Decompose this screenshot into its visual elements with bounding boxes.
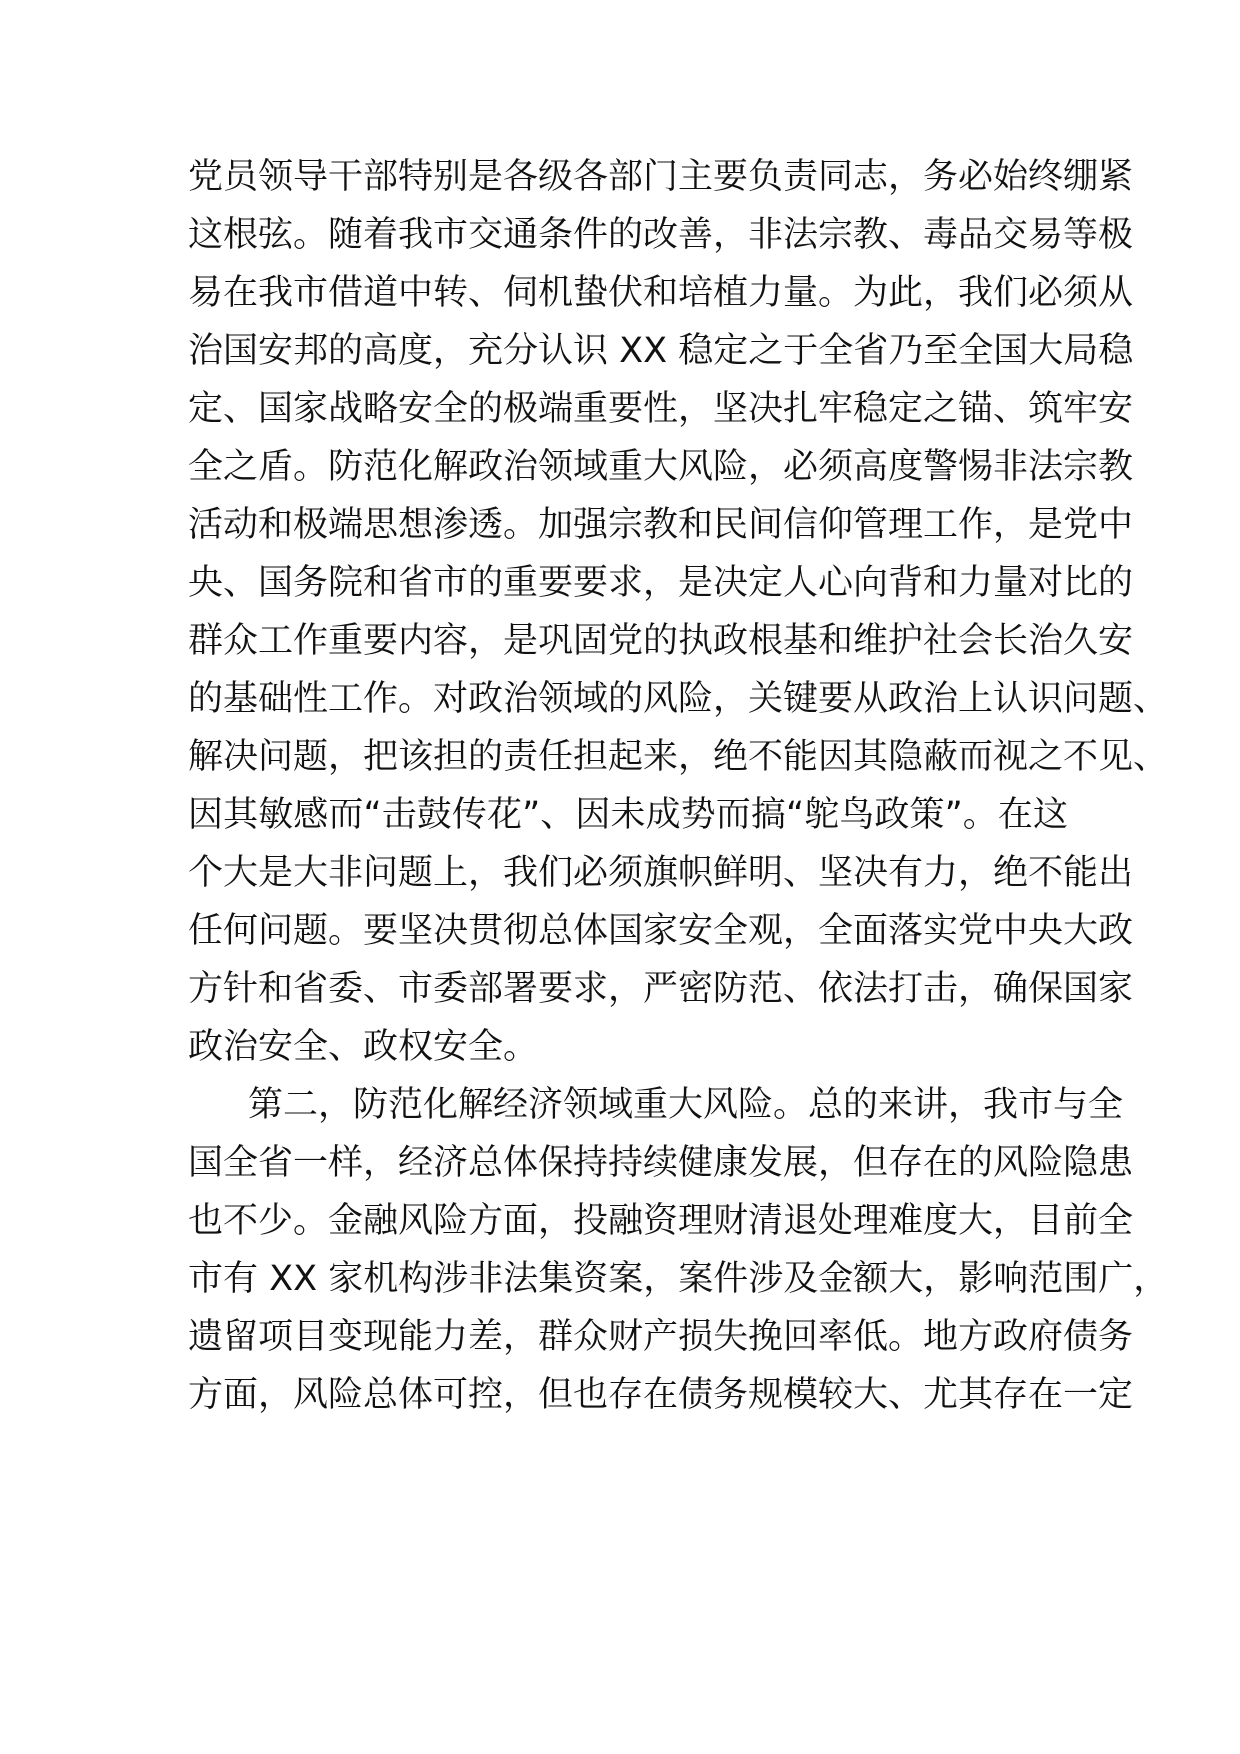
text-line: 方面，风险总体可控，但也存在债务规模较大、尤其存在一定	[188, 1375, 1134, 1415]
text-line: 这根弦。随着我市交通条件的改善，非法宗教、毒品交易等极	[188, 215, 1134, 255]
text-line: 治国安邦的高度，充分认识 XX 稳定之于全省乃至全国大局稳	[188, 331, 1134, 371]
text-line: 任何问题。要坚决贯彻总体国家安全观，全面落实党中央大政	[188, 911, 1134, 951]
text-line: 的基础性工作。对政治领域的风险，关键要从政治上认识问题、	[188, 679, 1169, 719]
text-line: 遗留项目变现能力差，群众财产损失挽回率低。地方政府债务	[188, 1317, 1134, 1357]
text-line: 市有 XX 家机构涉非法集资案，案件涉及金额大，影响范围广，	[188, 1259, 1169, 1299]
text-line: 党员领导干部特别是各级各部门主要负责同志，务必始终绷紧	[188, 157, 1134, 197]
text-line: 定、国家战略安全的极端重要性，坚决扎牢稳定之锚、筑牢安	[188, 389, 1134, 429]
text-line: 也不少。金融风险方面，投融资理财清退处理难度大，目前全	[188, 1201, 1134, 1241]
text-line: 群众工作重要内容，是巩固党的执政根基和维护社会长治久安	[188, 621, 1134, 661]
text-line: 易在我市借道中转、伺机蛰伏和培植力量。为此，我们必须从	[188, 273, 1134, 313]
text-line: 解决问题，把该担的责任担起来，绝不能因其隐蔽而视之不见、	[188, 737, 1169, 777]
text-line: 活动和极端思想渗透。加强宗教和民间信仰管理工作，是党中	[188, 505, 1134, 545]
text-line: 国全省一样，经济总体保持持续健康发展，但存在的风险隐患	[188, 1143, 1134, 1183]
text-line: 全之盾。防范化解政治领域重大风险，必须高度警惕非法宗教	[188, 447, 1134, 487]
text-line: 个大是大非问题上，我们必须旗帜鲜明、坚决有力，绝不能出	[188, 853, 1134, 893]
text-line: 政治安全、政权安全。	[188, 1027, 539, 1067]
text-line: 因其敏感而“击鼓传花”、因未成势而搞“鸵鸟政策”。在这	[188, 795, 1068, 835]
text-line: 央、国务院和省市的重要要求，是决定人心向背和力量对比的	[188, 563, 1134, 603]
text-line: 方针和省委、市委部署要求，严密防范、依法打击，确保国家	[188, 969, 1134, 1009]
paragraph-first-line: 第二，防范化解经济领域重大风险。总的来讲，我市与全	[248, 1085, 1124, 1125]
